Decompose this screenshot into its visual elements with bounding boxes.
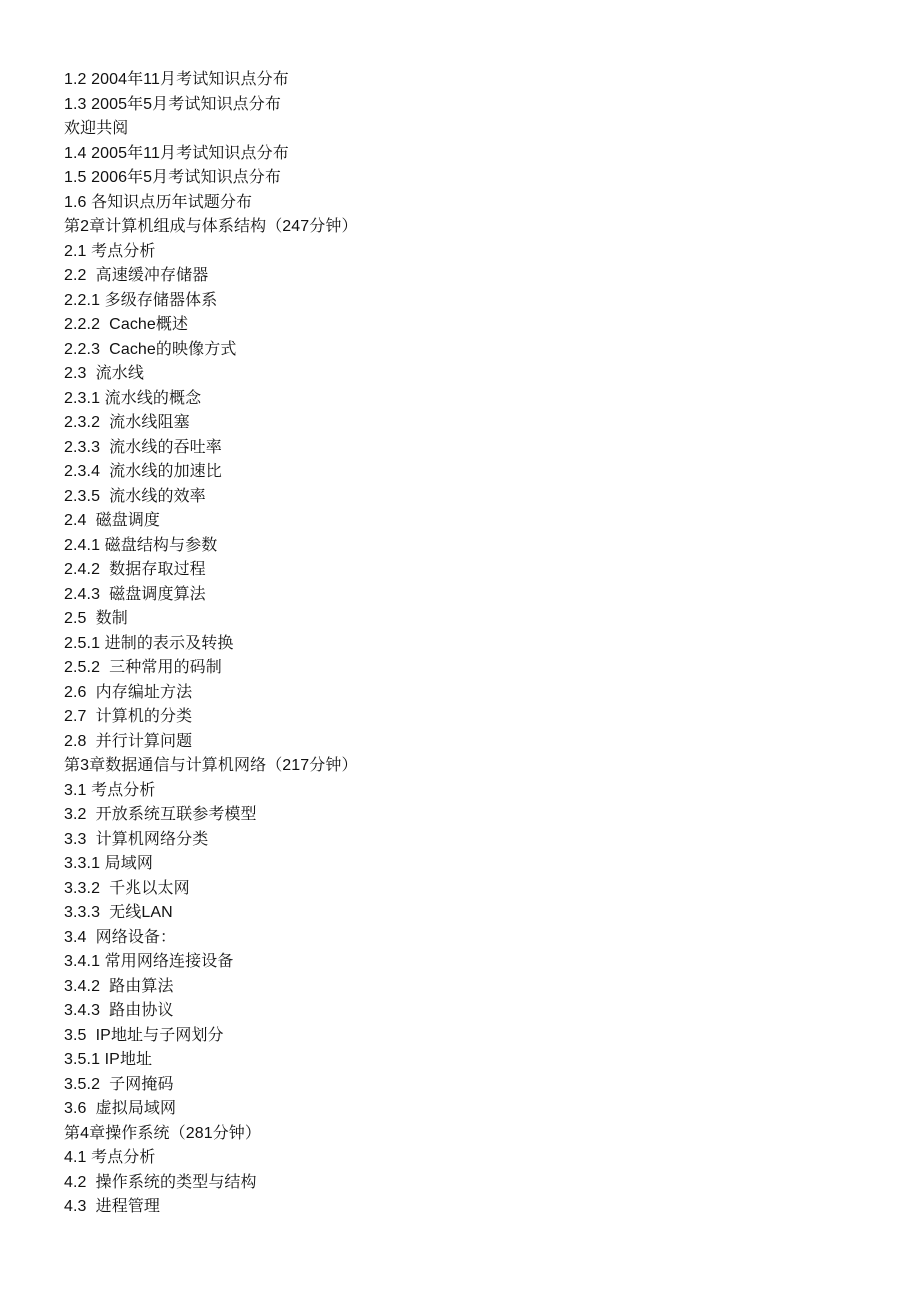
toc-line: 2.8 并行计算问题 — [64, 732, 193, 750]
toc-line: 3.5.2 子网掩码 — [64, 1075, 174, 1093]
toc-line: 4.2 操作系统的类型与结构 — [64, 1173, 257, 1191]
toc-line: 1.6 各知识点历年试题分布 — [64, 193, 253, 211]
toc-line: 2.3.3 流水线的吞吐率 — [64, 438, 222, 456]
toc-line: 2.2 高速缓冲存储器 — [64, 267, 209, 284]
toc-line: 3.5 IP地址与子网划分 — [64, 1026, 224, 1044]
toc-line: 3.3.3 无线LAN — [64, 904, 173, 921]
toc-line: 3.1 考点分析 — [64, 781, 156, 799]
toc-line: 2.2.1 多级存储器体系 — [64, 291, 218, 309]
toc-line: 2.1 考点分析 — [64, 242, 156, 260]
toc-line: 2.4 磁盘调度 — [64, 512, 161, 529]
toc-line: 3.4.1 常用网络连接设备 — [64, 953, 234, 970]
toc-line: 2.3.1 流水线的概念 — [64, 389, 202, 407]
toc-line: 3.6 虚拟局域网 — [64, 1100, 177, 1117]
toc-line: 3.3 计算机网络分类 — [64, 830, 209, 848]
toc-line: 3.3.2 千兆以太网 — [64, 879, 190, 897]
toc-line: 2.3.5 流水线的效率 — [64, 487, 206, 505]
toc-line: 3.4.3 路由协议 — [64, 1002, 174, 1019]
toc-line: 2.4.1 磁盘结构与参数 — [64, 536, 218, 554]
toc-line: 1.4 2005年11月考试知识点分布 — [64, 144, 289, 162]
toc-line: 4.1 考点分析 — [64, 1149, 156, 1166]
toc-line: 3.4.2 路由算法 — [64, 977, 174, 995]
toc-line: 3.4 网络设备： — [64, 928, 177, 946]
toc-line: 2.7 计算机的分类 — [64, 708, 193, 725]
chapter-heading: 第2章计算机组成与体系结构（247分钟） — [64, 218, 358, 235]
toc-line: 2.3.2 流水线阻塞 — [64, 414, 190, 431]
chapter-heading: 第4章操作系统（281分钟） — [64, 1124, 261, 1142]
toc-line: 2.2.3 Cache的映像方式 — [64, 340, 237, 358]
toc-line: 3.3.1 局域网 — [64, 855, 153, 872]
toc-line: 3.2 开放系统互联参考模型 — [64, 806, 257, 823]
welcome-text: 欢迎共阅 — [64, 120, 129, 137]
toc-line: 2.5 数制 — [64, 610, 128, 627]
toc-line: 3.5.1 IP地址 — [64, 1051, 153, 1068]
toc-line: 2.4.3 磁盘调度算法 — [64, 585, 206, 603]
toc-line: 2.2.2 Cache概述 — [64, 316, 189, 333]
toc-line: 4.3 进程管理 — [64, 1198, 161, 1215]
chapter-heading: 第3章数据通信与计算机网络（217分钟） — [64, 757, 358, 774]
table-of-contents — [64, 68, 844, 1220]
toc-line: 1.5 2006年5月考试知识点分布 — [64, 169, 281, 186]
toc-line: 2.5.1 进制的表示及转换 — [64, 634, 234, 652]
toc-line: 1.2 2004年11月考试知识点分布 — [64, 71, 289, 88]
toc-line: 2.4.2 数据存取过程 — [64, 561, 206, 578]
toc-line: 2.3.4 流水线的加速比 — [64, 463, 222, 480]
toc-line: 2.6 内存编址方法 — [64, 683, 193, 701]
toc-line: 2.3 流水线 — [64, 365, 144, 382]
toc-line: 2.5.2 三种常用的码制 — [64, 659, 222, 676]
toc-line: 1.3 2005年5月考试知识点分布 — [64, 95, 281, 113]
